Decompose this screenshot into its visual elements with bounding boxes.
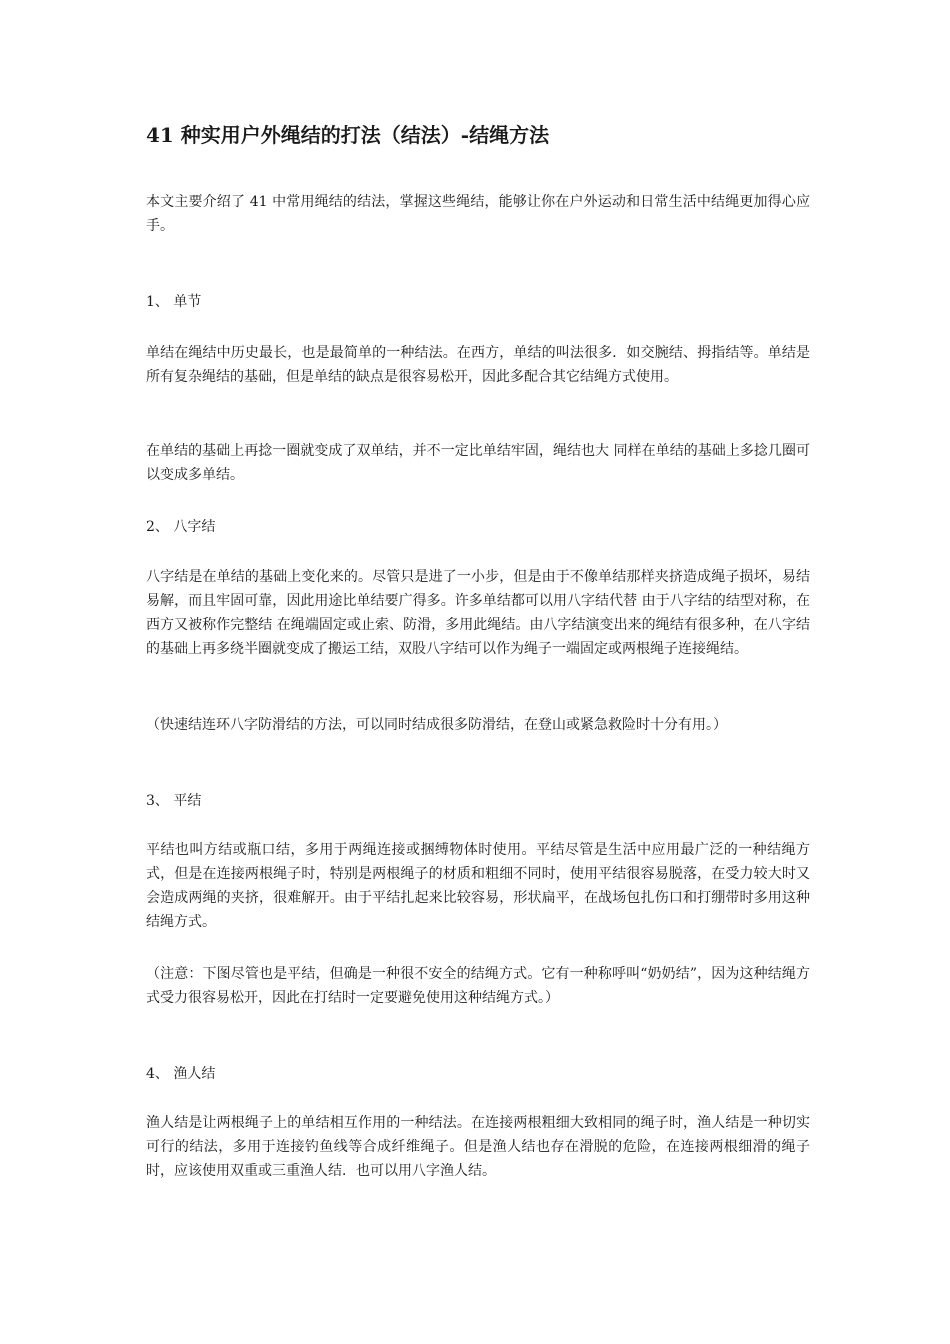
section-1-paragraph-1: 单结在绳结中历史最长，也是最简单的一种结法。在西方，单结的叫法很多．如交腕结、拇指结等。单结是所有复杂绳结的基础，但是单结的缺点是很容易松开，因此多配合其它结绳方式使用。 <box>146 345 810 385</box>
section-3-paragraph-2: （注意：下图尽管也是平结，但确是一种很不安全的结绳方式。它有一种称呼叫“奶奶结”，因为这种结绳方式受力很容易松开，因此在打结时一定要避免使用这种结绳方式。） <box>146 966 810 1006</box>
section-heading-3: 3、 平结 <box>146 793 202 809</box>
section-heading-4: 4、 渔人结 <box>146 1066 216 1082</box>
section-2-paragraph-1: 八字结是在单结的基础上变化来的。尽管只是进了一小步，但是由于不像单结那样夹挤造成绳子损坏，易结易解，而且牢固可靠，因此用途比单结要广得多。许多单结都可以用八字结代替 由于八字结的结型对称，在西方又被称作完整结 在绳端固定或止索、防滑，多用此绳结。由八字结演变出来的绳结有很多种，在八字结的基础上再多绕半圈就变成了搬运工结，双股八字结可以作为绳子一端固定或两根绳子连接绳结。 <box>146 569 810 657</box>
section-heading-2: 2、 八字结 <box>146 519 216 535</box>
intro-paragraph: 本文主要介绍了 41 中常用绳结的结法，掌握这些绳结，能够让你在户外运动和日常生活中结绳更加得心应手。 <box>146 194 810 234</box>
section-4-paragraph-1: 渔人结是让两根绳子上的单结相互作用的一种结法。在连接两根粗细大致相同的绳子时，渔人结是一种切实可行的结法，多用于连接钓鱼线等合成纤维绳子。但是渔人结也存在滑脱的危险，在连接两根细滑的绳子时，应该使用双重或三重渔人结．也可以用八字渔人结。 <box>146 1115 810 1179</box>
section-2-paragraph-2: （快速结连环八字防滑结的方法，可以同时结成很多防滑结，在登山或紧急救险时十分有用。） <box>146 717 727 733</box>
section-3-paragraph-1: 平结也叫方结或瓶口结，多用于两绳连接或捆缚物体时使用。平结尽管是生活中应用最广泛的一种结绳方式，但是在连接两根绳子时，特别是两根绳子的材质和粗细不同时，使用平结很容易脱落，在受力较大时又会造成两绳的夹挤，很难解开。由于平结扎起来比较容易，形状扁平，在战场包扎伤口和打绷带时多用这种结绳方式。 <box>146 842 810 930</box>
page-title: 41 种实用户外绳结的打法（结法）-结绳方法 <box>146 123 550 147</box>
section-heading-1: 1、 单节 <box>146 294 202 310</box>
section-1-paragraph-2: 在单结的基础上再捻一圈就变成了双单结，并不一定比单结牢固，绳结也大 同样在单结的基础上多捻几圈可以变成多单结。 <box>146 443 810 483</box>
